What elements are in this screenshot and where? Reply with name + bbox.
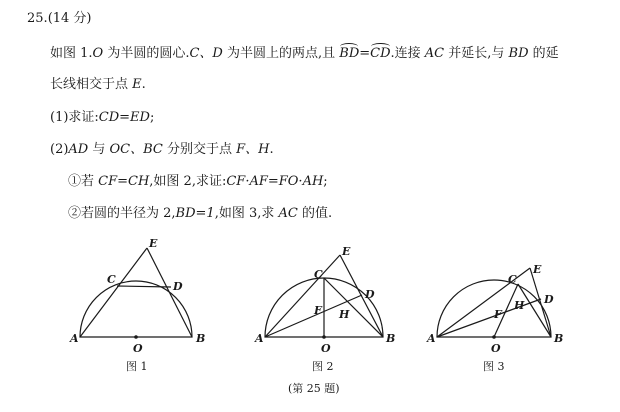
label-E-3: E [533, 263, 542, 276]
label-O-2: O [321, 342, 331, 355]
center-dot-3 [492, 335, 496, 339]
center-dot-2 [322, 335, 326, 339]
equals-sign: = [359, 46, 371, 61]
arc-BD: BD [339, 46, 360, 61]
center-dot-1 [134, 335, 138, 339]
segment-BD: BD [508, 46, 529, 61]
label-B-1: B [196, 332, 206, 345]
sub-2-condition: BD=1 [175, 206, 215, 221]
label-C-1: C [107, 273, 116, 286]
arc-CD: CD [370, 46, 391, 61]
segment-AE-1 [80, 248, 147, 337]
segment-AE-2 [265, 255, 340, 337]
label-H-2: H [339, 308, 350, 321]
part-2-text: 与 [88, 142, 110, 157]
part-1-expression: CD=ED [98, 110, 150, 125]
label-A-3: A [427, 332, 436, 345]
label-E-1: E [149, 237, 158, 250]
caption-figure-1: 图 1 [126, 360, 148, 373]
intro-text: 长线相交于点 [50, 77, 133, 92]
segment-AD: AD [68, 142, 89, 157]
label-O-3: O [491, 342, 501, 355]
intro-text: 为半圆的圆心. [103, 46, 190, 61]
part-2-label: (2) [50, 142, 69, 157]
label-B-3: B [554, 332, 564, 345]
segments-OC-BC: OC、BC [109, 142, 163, 157]
figure-2 [254, 245, 395, 373]
intro-text: . [141, 77, 146, 92]
punctuation: ; [323, 174, 328, 189]
label-A-2: A [255, 332, 264, 345]
label-F-2: F [314, 304, 322, 317]
problem-points: (14 分) [47, 11, 92, 26]
segment-BE-2 [340, 255, 383, 337]
part-2-text: 分别交于点 [162, 142, 237, 157]
point-E: E [132, 77, 142, 92]
segment-AD-3 [437, 299, 541, 337]
points-F-H: F、H [236, 142, 270, 157]
sub-2-text: ,如图 3,求 [214, 206, 279, 221]
label-O-1: O [133, 342, 143, 355]
figure-1 [69, 237, 205, 373]
label-E-2: E [342, 245, 351, 258]
intro-text: .连接 [390, 46, 425, 61]
sub-1-label: ①若 [68, 174, 99, 189]
intro-text: 的延 [528, 46, 559, 61]
problem-footer: (第 25 题) [288, 382, 340, 395]
label-B-2: B [386, 332, 396, 345]
caption-figure-2: 图 2 [312, 360, 334, 373]
problem-number: 25. [27, 11, 48, 26]
segment-AC: AC [424, 46, 445, 61]
sub-2-text: 的值. [297, 206, 333, 221]
label-C-2: C [314, 268, 323, 281]
intro-text: 并延长,与 [444, 46, 509, 61]
point-O: O [92, 46, 104, 61]
figure-3 [426, 263, 563, 373]
sub-1-expression: CF·AF=FO·AH [226, 174, 324, 189]
label-C-3: C [508, 273, 517, 286]
punctuation: ; [149, 110, 155, 125]
segment-AC: AC [278, 206, 298, 221]
part-1-label: (1)求证: [50, 110, 99, 125]
segment-CD-1 [117, 286, 171, 287]
caption-figure-3: 图 3 [483, 360, 505, 373]
label-D-3: D [544, 293, 554, 306]
label-A-1: A [70, 332, 79, 345]
intro-text: 为半圆上的两点,且 [222, 46, 340, 61]
label-H-3: H [514, 299, 525, 312]
sub-2-label: ②若圆的半径为 2, [68, 206, 176, 221]
punctuation: . [269, 142, 274, 157]
points-C-D: C、D [189, 46, 223, 61]
segment-BE-1 [147, 248, 192, 337]
label-F-3: F [494, 308, 502, 321]
label-D-2: D [365, 288, 375, 301]
sub-1-text: ,如图 2,求证: [149, 174, 227, 189]
sub-1-condition: CF=CH [98, 174, 150, 189]
label-D-1: D [173, 280, 183, 293]
intro-text: 如图 1. [50, 46, 93, 61]
